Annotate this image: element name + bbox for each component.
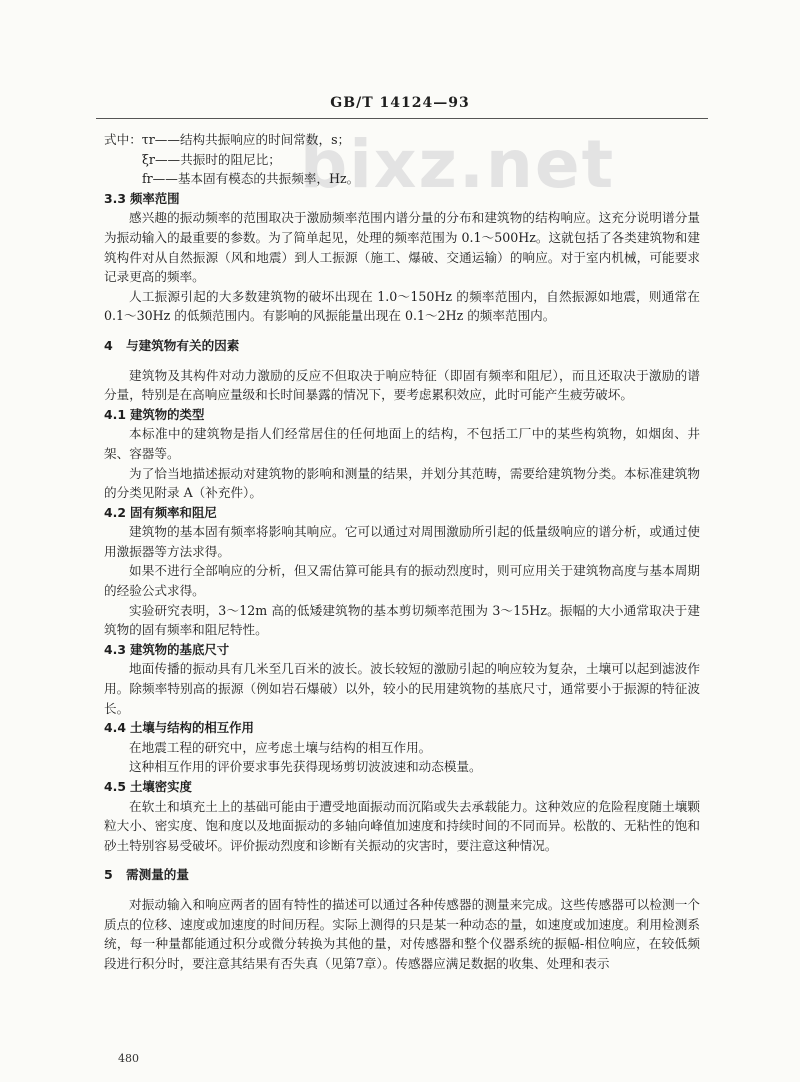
paragraph: 实验研究表明，3～12m 高的低矮建筑物的基本剪切频率范围为 3～15Hz。振幅的大小通常取决于建筑物的固有频率和阻尼特性。 <box>104 602 700 638</box>
paragraph: 为了恰当地描述振动对建筑物的影响和测量的结果，并划分其范畴，需要给建筑物分类。本标准建筑物的分类见附录 A（补充件）。 <box>104 465 700 501</box>
definition-xi: ξr——共振时的阻尼比； <box>142 151 281 167</box>
header-rule <box>96 118 708 119</box>
section-4-2-heading <box>104 503 700 523</box>
section-number: 3.3 <box>104 190 126 206</box>
definition-f: fr——基本固有模态的共振频率，Hz。 <box>142 171 360 187</box>
symbol-definitions <box>104 130 700 189</box>
section-title: 与建筑物有关的因素 <box>126 337 240 353</box>
paragraph: 本标准中的建筑物是指人们经常居住的任何地面上的结构，不包括工厂中的某些构筑物，如烟囱、井架、容器等。 <box>104 426 700 461</box>
section-number: 4.2 <box>104 504 126 520</box>
paragraph: 建筑物的基本固有频率将影响其响应。它可以通过对周围激励所引起的低量级响应的谱分析，或通过使用激振器等方法求得。 <box>104 524 700 559</box>
paragraph: 地面传播的振动具有几米至几百米的波长。波长较短的激励引起的响应较为复杂，土壤可以起到滤波作用。除频率特别高的振源（例如岩石爆破）以外，较小的民用建筑物的基底尺寸，通常要小于振源的特征波长。 <box>104 661 700 716</box>
page-number: 480 <box>118 1052 139 1065</box>
definition-tau: τr——结构共振响应的时间常数，s； <box>141 132 351 147</box>
section-number: 4 <box>104 337 113 353</box>
section-number: 4.1 <box>104 406 126 422</box>
section-title: 频率范围 <box>130 190 180 206</box>
section-title: 固有频率和阻尼 <box>130 504 217 520</box>
paragraph: 人工振源引起的大多数建筑物的破坏出现在 1.0～150Hz 的频率范围内，自然振源如地震，则通常在 0.1～30Hz 的低频范围内。有影响的风振能量出现在 0.1～2Hz 的频率范围内。 <box>104 288 700 324</box>
section-4-3-heading <box>104 640 700 660</box>
page-content <box>104 126 700 973</box>
section-3-3-heading <box>104 189 700 209</box>
section-title: 土壤密实度 <box>130 779 192 794</box>
section-number: 4.5 <box>104 779 126 794</box>
section-title: 土壤与结构的相互作用 <box>130 720 254 736</box>
section-number: 4.3 <box>104 641 126 657</box>
paragraph: 这种相互作用的评价要求事先获得现场剪切波波速和动态模量。 <box>129 759 482 775</box>
paragraph: 对振动输入和响应两者的固有特性的描述可以通过各种传感器的测量来完成。这些传感器可以检测一个质点的位移、速度或加速度的时间历程。实际上测得的只是某一种动态的量，如速度或加速度。利用检测系统，每一种量都能通过积分或微分转换为其他的量，对传感器和整个仪器系统的振幅-相位响应，在较低频段进行积分时，要注意其结果有否失真（见第7章）。传感器应满足数据的收集、处理和表示 <box>104 896 700 971</box>
section-number: 4.4 <box>104 720 126 736</box>
section-number: 5 <box>104 867 113 883</box>
section-title: 建筑物的基底尺寸 <box>130 641 230 657</box>
paragraph: 建筑物及其构件对动力激励的反应不但取决于响应特征（即固有频率和阻尼），而且还取决于激励的谱分量，特别是在高响应量级和长时间暴露的情况下，要考虑累积效应，此时可能产生疲劳破坏。 <box>104 367 700 403</box>
section-4-4-heading <box>104 718 700 738</box>
section-4-heading <box>104 336 700 356</box>
section-4-1-heading <box>104 405 700 425</box>
paragraph: 在地震工程的研究中，应考虑土壤与结构的相互作用。 <box>129 739 432 755</box>
page-header-standard-code: GB/T 14124—93 <box>330 95 470 111</box>
section-title: 需测量的量 <box>126 867 189 883</box>
section-4-5-heading <box>104 777 700 797</box>
section-title: 建筑物的类型 <box>130 406 205 422</box>
watermark-text: bixz.net <box>300 126 616 203</box>
definitions-intro: 式中： <box>104 132 142 147</box>
paragraph: 在软土和填充土上的基础可能由于遭受地面振动而沉陷或失去承载能力。这种效应的危险程度随土壤颗粒大小、密实度、饱和度以及地面振动的多轴向峰值加速度和持续时间的不同而异。松散的、无粘性的饱和砂土特别容易受破坏。评价振动烈度和诊断有关振动的灾害时，要注意这种情况。 <box>104 798 700 853</box>
section-5-heading <box>104 865 700 885</box>
paragraph: 如果不进行全部响应的分析，但又需估算可能具有的振动烈度时，则可应用关于建筑物高度与基本周期的经验公式求得。 <box>104 563 700 599</box>
definition-line <box>104 130 700 150</box>
paragraph: 感兴趣的振动频率的范围取决于激励频率范围内谱分量的分布和建筑物的结构响应。这充分说明谱分量为振动输入的最重要的参数。为了简单起见，处理的频率范围为 0.1～500Hz。这就包括了各类建筑物和建筑构件对从自然振源（风和地震）到人工振源（施工、爆破、交通运输）的响应。对于室内机械，可能要求记录更高的频率。 <box>104 210 700 285</box>
